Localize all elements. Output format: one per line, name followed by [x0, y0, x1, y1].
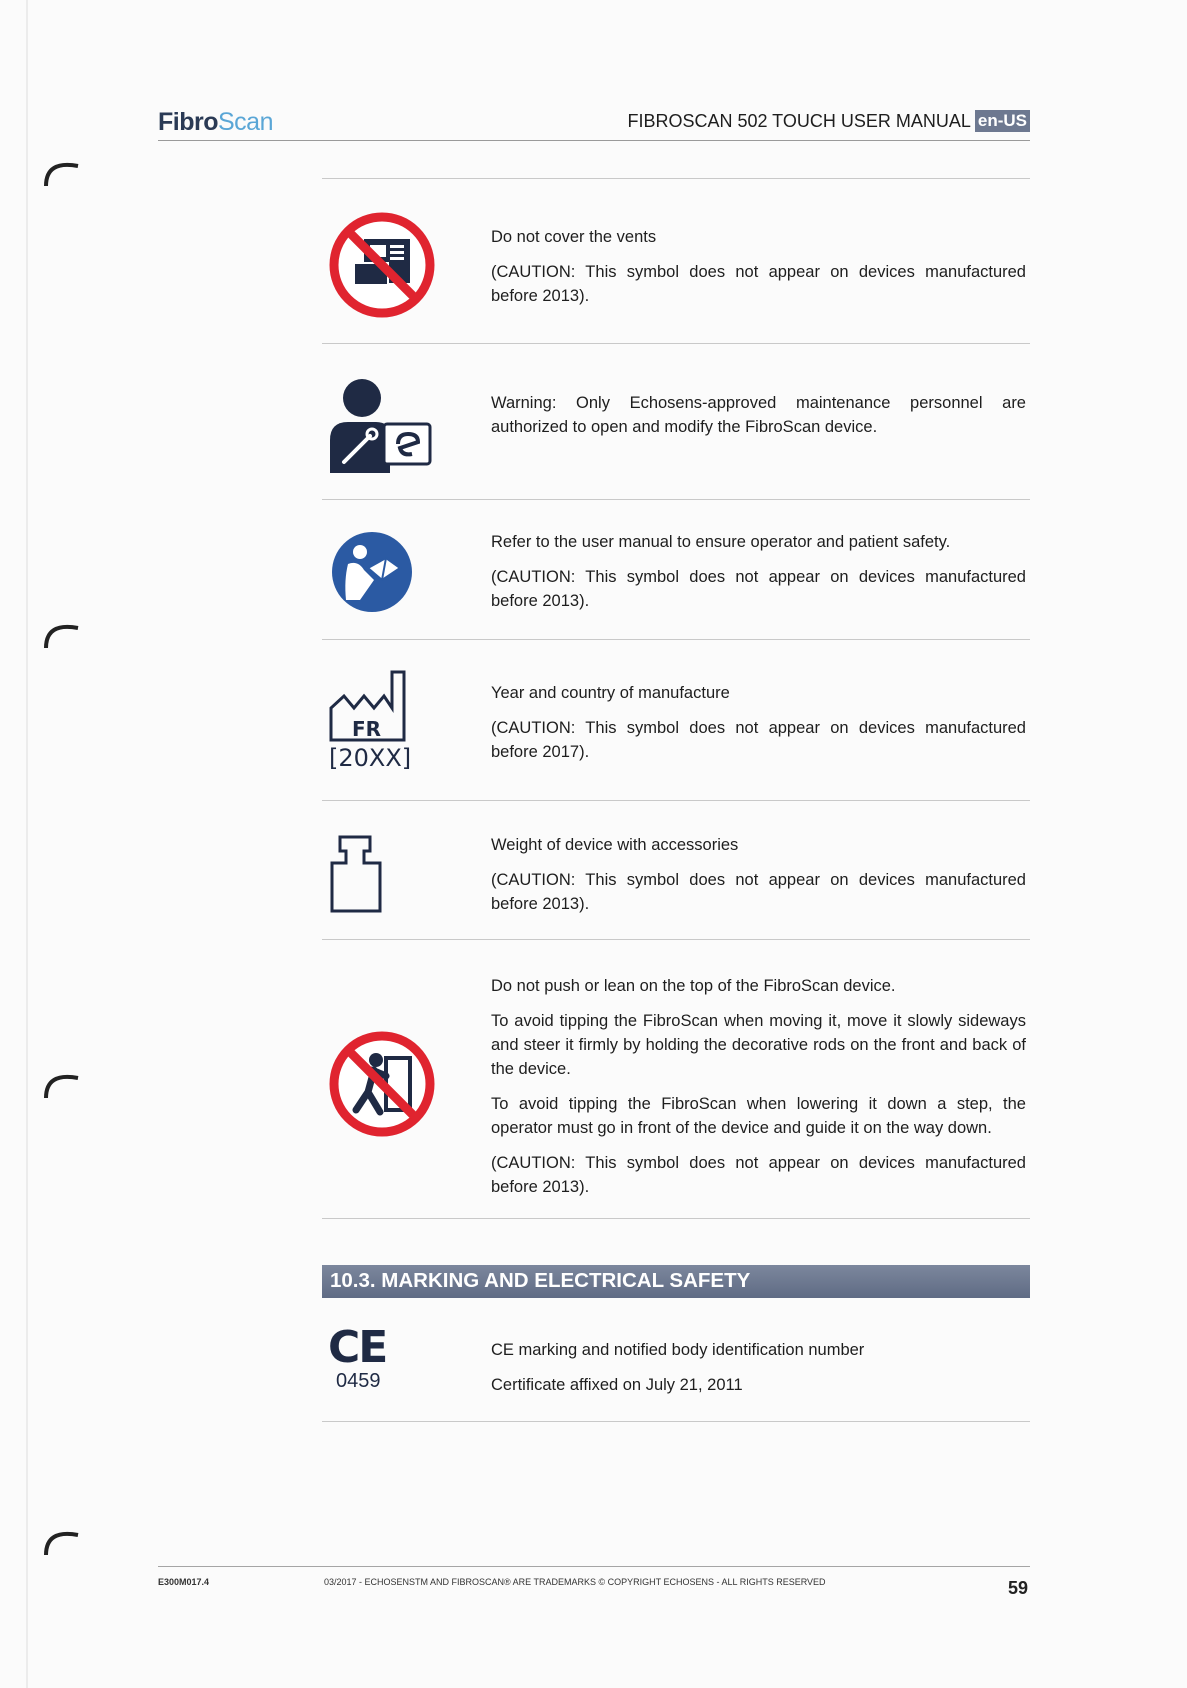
- notified-body-number: 0459: [336, 1370, 381, 1392]
- description-line: Certificate affixed on July 21, 2011: [491, 1376, 743, 1394]
- document-reference: E300M017.4: [158, 1577, 210, 1587]
- manufacture-year: [20XX]: [329, 744, 412, 770]
- symbol-row: [322, 939, 1030, 1219]
- caution-line: (CAUTION: This symbol does not appear on devices manufactured before 2013).: [491, 568, 1026, 610]
- binder-hole: [44, 156, 80, 192]
- symbol-description: [491, 391, 1026, 450]
- symbol-row: [322, 639, 1030, 801]
- ce-description: [491, 1338, 1026, 1408]
- weight-icon: [328, 833, 384, 913]
- description-line: Weight of device with accessories: [491, 836, 739, 854]
- description-line: CE marking and notified body identification number: [491, 1341, 865, 1359]
- language-badge: en-US: [975, 110, 1030, 132]
- binder-hole: [44, 618, 80, 654]
- ce-mark-icon: [328, 1322, 408, 1393]
- description-line: Warning: Only Echosens-approved maintenance personnel are authorized to open and modify the FibroScan device.: [491, 394, 1026, 436]
- description-line: To avoid tipping the FibroScan when moving it, move it slowly sideways and steer it firmly by holding the decorative rods on the front and back of the device.: [491, 1012, 1026, 1078]
- caution-line: (CAUTION: This symbol does not appear on devices manufactured before 2013).: [491, 871, 1026, 913]
- caution-line: (CAUTION: This symbol does not appear on devices manufactured before 2013).: [491, 1154, 1026, 1196]
- page-number: 59: [1008, 1578, 1029, 1598]
- symbol-description: [491, 833, 1026, 927]
- caution-line: (CAUTION: This symbol does not appear on devices manufactured before 2017).: [491, 719, 1026, 761]
- description-line: Do not push or lean on the top of the FibroScan device.: [491, 977, 896, 995]
- section-heading: [322, 1265, 1030, 1298]
- symbol-row: [322, 800, 1030, 940]
- refer-manual-icon: [330, 530, 414, 614]
- symbol-description: [491, 974, 1026, 1210]
- copyright-notice: 03/2017 - ECHOSENSTM AND FIBROSCAN® ARE TRADEMARKS © COPYRIGHT ECHOSENS - ALL RIGHTS RESERVED: [324, 1577, 826, 1587]
- manufacture-icon: [328, 670, 418, 770]
- caution-line: (CAUTION: This symbol does not appear on devices manufactured before 2013).: [491, 263, 1026, 305]
- description-line: Refer to the user manual to ensure operator and patient safety.: [491, 533, 951, 551]
- section-title: 10.3. MARKING AND ELECTRICAL SAFETY: [330, 1269, 751, 1292]
- manual-title: [627, 110, 1030, 132]
- fibroscan-logo: FibroScan: [158, 108, 273, 136]
- manufacture-country: FR: [352, 717, 382, 741]
- maintenance-personnel-icon: [328, 378, 432, 478]
- table-bottom-rule: [322, 1218, 1030, 1219]
- footer-rule: [158, 1566, 1030, 1567]
- symbol-description: [491, 681, 1026, 775]
- symbol-row: [322, 178, 1030, 344]
- ce-row: [322, 1320, 1030, 1422]
- description-line: Year and country of manufacture: [491, 684, 730, 702]
- symbol-description: [491, 225, 1026, 319]
- manual-title-text: FIBROSCAN 502 TOUCH USER MANUAL: [627, 110, 971, 131]
- no-cover-vents-icon: [328, 211, 436, 319]
- page-edge: [26, 0, 28, 1688]
- symbol-description: [491, 530, 1026, 624]
- page-header: [158, 108, 1030, 141]
- ce-mark: CE: [328, 1322, 387, 1373]
- no-push-icon: [328, 1030, 436, 1138]
- binder-hole: [44, 1068, 80, 1104]
- description-line: To avoid tipping the FibroScan when lowering it down a step, the operator must go in front of the device and guide it on the way down.: [491, 1095, 1026, 1137]
- symbol-row: [322, 499, 1030, 640]
- symbol-row: [322, 343, 1030, 500]
- description-line: Do not cover the vents: [491, 228, 657, 246]
- binder-hole: [44, 1525, 80, 1561]
